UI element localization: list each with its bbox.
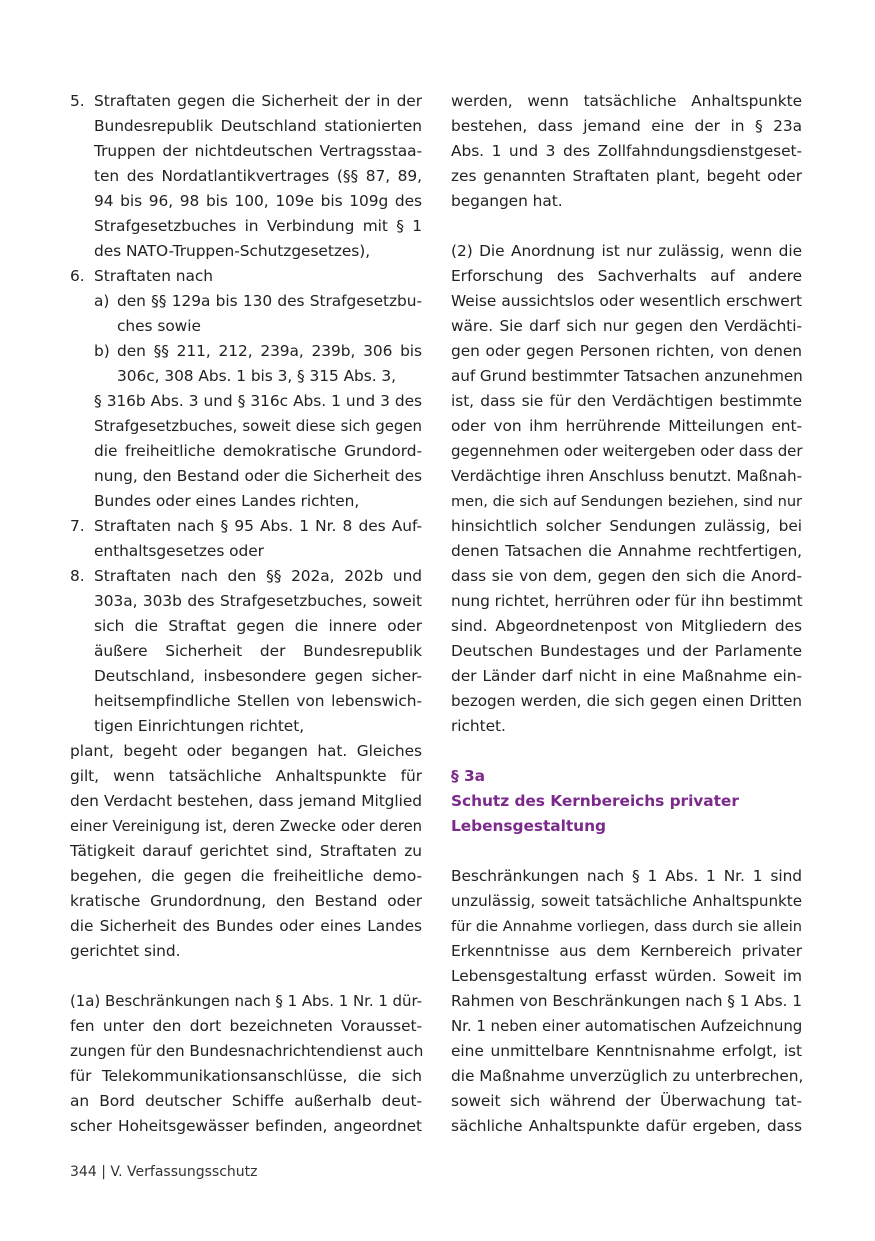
text-line: ist, dass sie für den Verdächtigen bestimmte xyxy=(451,392,802,410)
text-line: 94 bis 96, 98 bis 100, 109e bis 109g des xyxy=(94,192,422,210)
left-column xyxy=(70,89,422,1139)
text-line: Erforschung des Sachverhalts auf andere xyxy=(451,267,802,285)
closing-paragraph xyxy=(70,739,422,964)
text-line: Verdächtige ihren Anschluss benutzt. Maßnah- xyxy=(451,467,802,485)
text-line: plant, begeht oder begangen hat. Gleiches xyxy=(70,742,422,760)
paragraph-gap xyxy=(451,839,802,864)
text-line: Straftaten nach den §§ 202a, 202b und xyxy=(94,567,422,585)
text-line: die freiheitliche demokratische Grundord- xyxy=(94,442,422,460)
text-line: Strafgesetzbuches in Verbindung mit § 1 xyxy=(94,217,422,235)
text-line: sind. Abgeordnetenpost von Mitgliedern des xyxy=(451,617,802,635)
text-line: 306c, 308 Abs. 1 bis 3, § 315 Abs. 3, xyxy=(117,367,396,385)
text-line: Weise aussichtslos oder wesentlich erschwert xyxy=(451,292,802,310)
text-line: oder von ihm herrührende Mitteilungen ent- xyxy=(451,417,802,435)
text-line: Straftaten nach § 95 Abs. 1 Nr. 8 des Auf- xyxy=(94,517,422,535)
list-number: 5. xyxy=(70,92,85,110)
text-line: bezogen werden, die sich gegen einen Dritten xyxy=(451,692,802,710)
text-line: auf Grund bestimmter Tatsachen anzunehmen xyxy=(451,367,803,385)
text-line: fen unter den dort bezeichneten Vorausset- xyxy=(70,1017,422,1035)
text-line: Truppen der nichtdeutschen Vertragsstaa- xyxy=(94,142,422,160)
text-line: heitsempfindliche Stellen von lebenswich- xyxy=(94,692,422,710)
text-line: werden, wenn tatsächliche Anhaltspunkte xyxy=(451,92,802,110)
sub-item-a xyxy=(70,289,422,339)
paragraph-1a xyxy=(70,989,422,1139)
text-line: des NATO-Truppen-Schutzgesetzes), xyxy=(94,242,371,260)
text-line: nung richtet, herrühren oder für ihn bestimmt xyxy=(451,592,803,610)
text-line: Erkenntnisse aus dem Kernbereich privater xyxy=(451,942,802,960)
text-line: Straftaten gegen die Sicherheit der in der xyxy=(94,92,422,110)
text-line: den §§ 211, 212, 239a, 239b, 306 bis xyxy=(117,342,422,360)
text-line: § 316b Abs. 3 und § 316c Abs. 1 und 3 des xyxy=(94,392,422,410)
paragraph-1a-continued xyxy=(451,89,802,214)
text-line: Rahmen von Beschränkungen nach § 1 Abs. 1 xyxy=(451,992,802,1010)
text-line: den §§ 129a bis 130 des Strafgesetzbu- xyxy=(117,292,422,310)
text-line: der Länder darf nicht in eine Maßnahme ein- xyxy=(451,667,802,685)
text-line: kratische Grundordnung, den Bestand oder xyxy=(70,892,422,910)
text-line: bestehen, dass jemand eine der in § 23a xyxy=(451,117,802,135)
text-line: Beschränkungen nach § 1 Abs. 1 Nr. 1 sind xyxy=(451,867,802,885)
text-line: enthaltsgesetzes oder xyxy=(94,542,264,560)
text-line: gerichtet sind. xyxy=(70,942,181,960)
sub-item-label: a) xyxy=(94,292,110,310)
page-footer xyxy=(70,1164,258,1180)
paragraph-2 xyxy=(451,239,802,739)
text-line: begangen hat. xyxy=(451,192,563,210)
text-line: scher Hoheitsgewässer befinden, angeordnet xyxy=(70,1117,422,1135)
list-item-8 xyxy=(70,564,422,739)
text-line: ten des Nordatlantikvertrages (§§ 87, 89, xyxy=(94,167,422,185)
text-line: äußere Sicherheit der Bundesrepublik xyxy=(94,642,422,660)
text-line: für die Annahme vorliegen, dass durch sie allein xyxy=(451,918,802,935)
text-line: richtet. xyxy=(451,717,506,735)
footer-separator: | xyxy=(101,1164,106,1180)
text-line: gilt, wenn tatsächliche Anhaltspunkte für xyxy=(70,767,422,785)
list-item-6 xyxy=(70,264,422,514)
paragraph-3a xyxy=(451,864,802,1139)
text-line: an Bord deutscher Schiffe außerhalb deut- xyxy=(70,1092,422,1110)
text-line: zes genannten Straftaten plant, begeht oder xyxy=(451,167,802,185)
text-line: 303a, 303b des Strafgesetzbuches, soweit xyxy=(94,592,422,610)
text-line: Strafgesetzbuches, soweit diese sich gegen xyxy=(94,417,422,435)
sub-item-b xyxy=(70,339,422,389)
chapter-title: V. Verfassungsschutz xyxy=(110,1164,258,1180)
text-line: men, die sich auf Sendungen beziehen, sind nur xyxy=(451,493,802,510)
text-line: eine unmittelbare Kenntnisnahme erfolgt, ist xyxy=(451,1042,802,1060)
text-line: Abs. 1 und 3 des Zollfahndungsdienstgeset- xyxy=(451,142,802,160)
section-title-line: Schutz des Kernbereichs privater xyxy=(451,792,739,810)
list-item-5 xyxy=(70,89,422,264)
text-line: einer Vereinigung ist, deren Zwecke oder deren xyxy=(70,818,422,835)
text-line: (1a) Beschränkungen nach § 1 Abs. 1 Nr. 1 dür- xyxy=(70,992,422,1010)
text-line: unzulässig, soweit tatsächliche Anhaltspunkte xyxy=(451,892,802,910)
right-column xyxy=(451,89,802,1139)
section-title-line: Lebensgestaltung xyxy=(451,817,606,835)
text-line: für Telekommunikationsanschlüsse, die sich xyxy=(70,1067,422,1085)
list-item-7 xyxy=(70,514,422,564)
paragraph-gap xyxy=(451,214,802,239)
text-line: Nr. 1 neben einer automatischen Aufzeichnung xyxy=(451,1017,803,1035)
text-line: dass sie von dem, gegen den sich die Anord- xyxy=(451,567,802,585)
text-line: Deutschen Bundestages und der Parlamente xyxy=(451,642,802,660)
text-line: hinsichtlich solcher Sendungen zulässig, bei xyxy=(451,517,802,535)
text-line: wäre. Sie darf sich nur gegen den Verdächti- xyxy=(451,317,802,335)
text-line: soweit sich während der Überwachung tat- xyxy=(451,1092,802,1110)
text-line: zungen für den Bundesnachrichtendienst auch xyxy=(70,1042,424,1060)
section-heading xyxy=(451,764,802,839)
text-line: gen oder gegen Personen richten, von denen xyxy=(451,342,802,360)
text-line: den Verdacht bestehen, dass jemand Mitglied xyxy=(70,792,422,810)
paragraph-gap xyxy=(451,739,802,764)
list-number: 6. xyxy=(70,267,85,285)
text-line: begehen, die gegen die freiheitliche demo- xyxy=(70,867,422,885)
text-line: die Sicherheit des Bundes oder eines Landes xyxy=(70,917,422,935)
list-number: 8. xyxy=(70,567,85,585)
text-line: Bundesrepublik Deutschland stationierten xyxy=(94,117,422,135)
text-line: (2) Die Anordnung ist nur zulässig, wenn die xyxy=(451,242,802,260)
text-line: nung, den Bestand oder die Sicherheit des xyxy=(94,467,422,485)
text-line: Deutschland, insbesondere gegen sicher- xyxy=(94,667,422,685)
text-line: sächliche Anhaltspunkte dafür ergeben, dass xyxy=(451,1117,802,1135)
text-line: Tätigkeit darauf gerichtet sind, Straftaten zu xyxy=(70,842,422,860)
text-line: Straftaten nach xyxy=(94,267,213,285)
list-number: 7. xyxy=(70,517,85,535)
sub-item-label: b) xyxy=(94,342,110,360)
text-line: die Maßnahme unverzüglich zu unterbrechen, xyxy=(451,1067,804,1085)
text-line: gegennehmen oder weitergeben oder dass der xyxy=(451,442,803,460)
text-line: sich die Straftat gegen die innere oder xyxy=(94,617,422,635)
page-number: 344 xyxy=(70,1164,97,1180)
paragraph-gap xyxy=(70,964,422,989)
text-line: tigen Einrichtungen richtet, xyxy=(94,717,305,735)
section-number: § 3a xyxy=(451,767,485,785)
text-line: ches sowie xyxy=(117,317,201,335)
text-line: denen Tatsachen die Annahme rechtfertigen, xyxy=(451,542,802,560)
text-line: Bundes oder eines Landes richten, xyxy=(94,492,360,510)
text-line: Lebensgestaltung erfasst würden. Soweit im xyxy=(451,967,802,985)
